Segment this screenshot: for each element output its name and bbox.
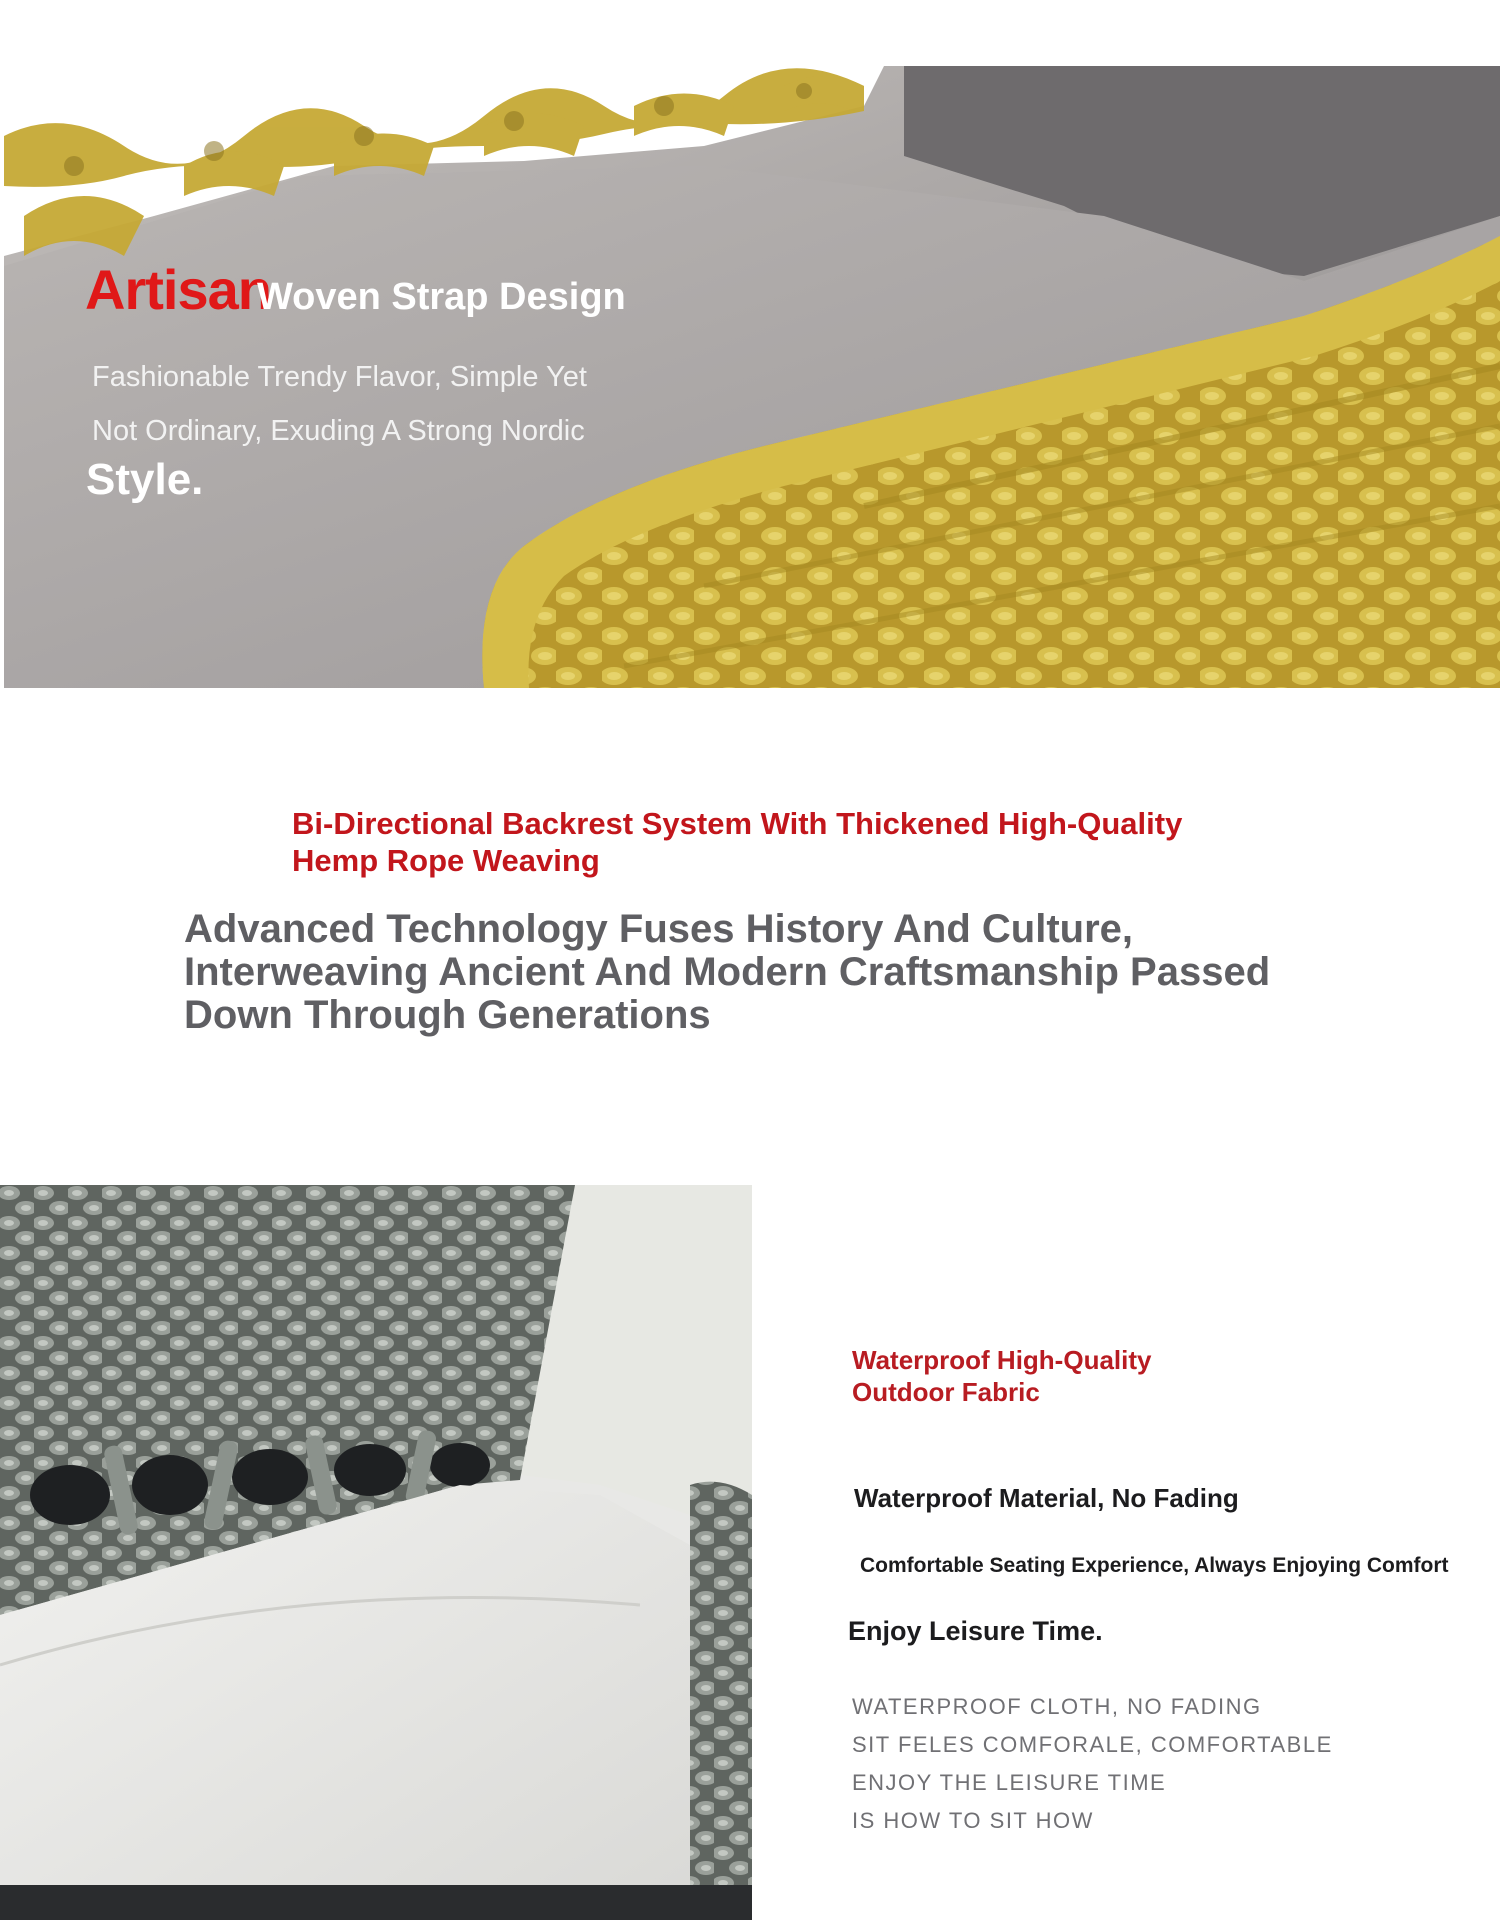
backrest-heading — [292, 805, 1242, 879]
backrest-heading-line: Bi-Directional Backrest System With Thickened High-Quality — [292, 806, 1183, 841]
feature-waterproof: Waterproof Material, No Fading — [854, 1483, 1239, 1513]
backrest-heading-line: Hemp Rope Weaving — [292, 843, 600, 878]
hero-title — [85, 258, 626, 321]
caps-line: SIT FELES COMFORALE, COMFORTABLE — [852, 1732, 1333, 1757]
caps-line: ENJOY THE LEISURE TIME — [852, 1770, 1167, 1795]
hero-style-word: Style. — [86, 455, 204, 504]
hero-title-accent: Artisan — [85, 258, 271, 321]
fabric-heading-line: Waterproof High-Quality — [852, 1345, 1152, 1375]
craftsmanship-line: Advanced Technology Fuses History And Culture, — [184, 907, 1134, 951]
fabric-heading — [852, 1344, 1292, 1408]
gray-chair-photo — [0, 1185, 752, 1920]
gray-rope-chair-illustration — [0, 1185, 752, 1920]
hero-subtitle-line: Fashionable Trendy Flavor, Simple Yet — [92, 361, 587, 393]
craftsmanship-text — [184, 908, 1324, 1037]
craftsmanship-line: Down Through Generations — [184, 993, 711, 1037]
caps-list — [852, 1688, 1333, 1840]
hero-subtitle-line: Not Ordinary, Exuding A Strong Nordic — [92, 415, 585, 447]
hero-subtitle — [92, 350, 652, 458]
caps-line: IS HOW TO SIT HOW — [852, 1808, 1094, 1833]
fabric-heading-line: Outdoor Fabric — [852, 1377, 1040, 1407]
feature-leisure: Enjoy Leisure Time. — [848, 1616, 1103, 1646]
hero-title-main: Woven Strap Design — [256, 276, 626, 318]
caps-line: WATERPROOF CLOTH, NO FADING — [852, 1694, 1262, 1719]
feature-comfort: Comfortable Seating Experience, Always Enjoying Comfort — [860, 1554, 1449, 1577]
craftsmanship-line: Interweaving Ancient And Modern Craftsmanship Passed — [184, 950, 1271, 994]
